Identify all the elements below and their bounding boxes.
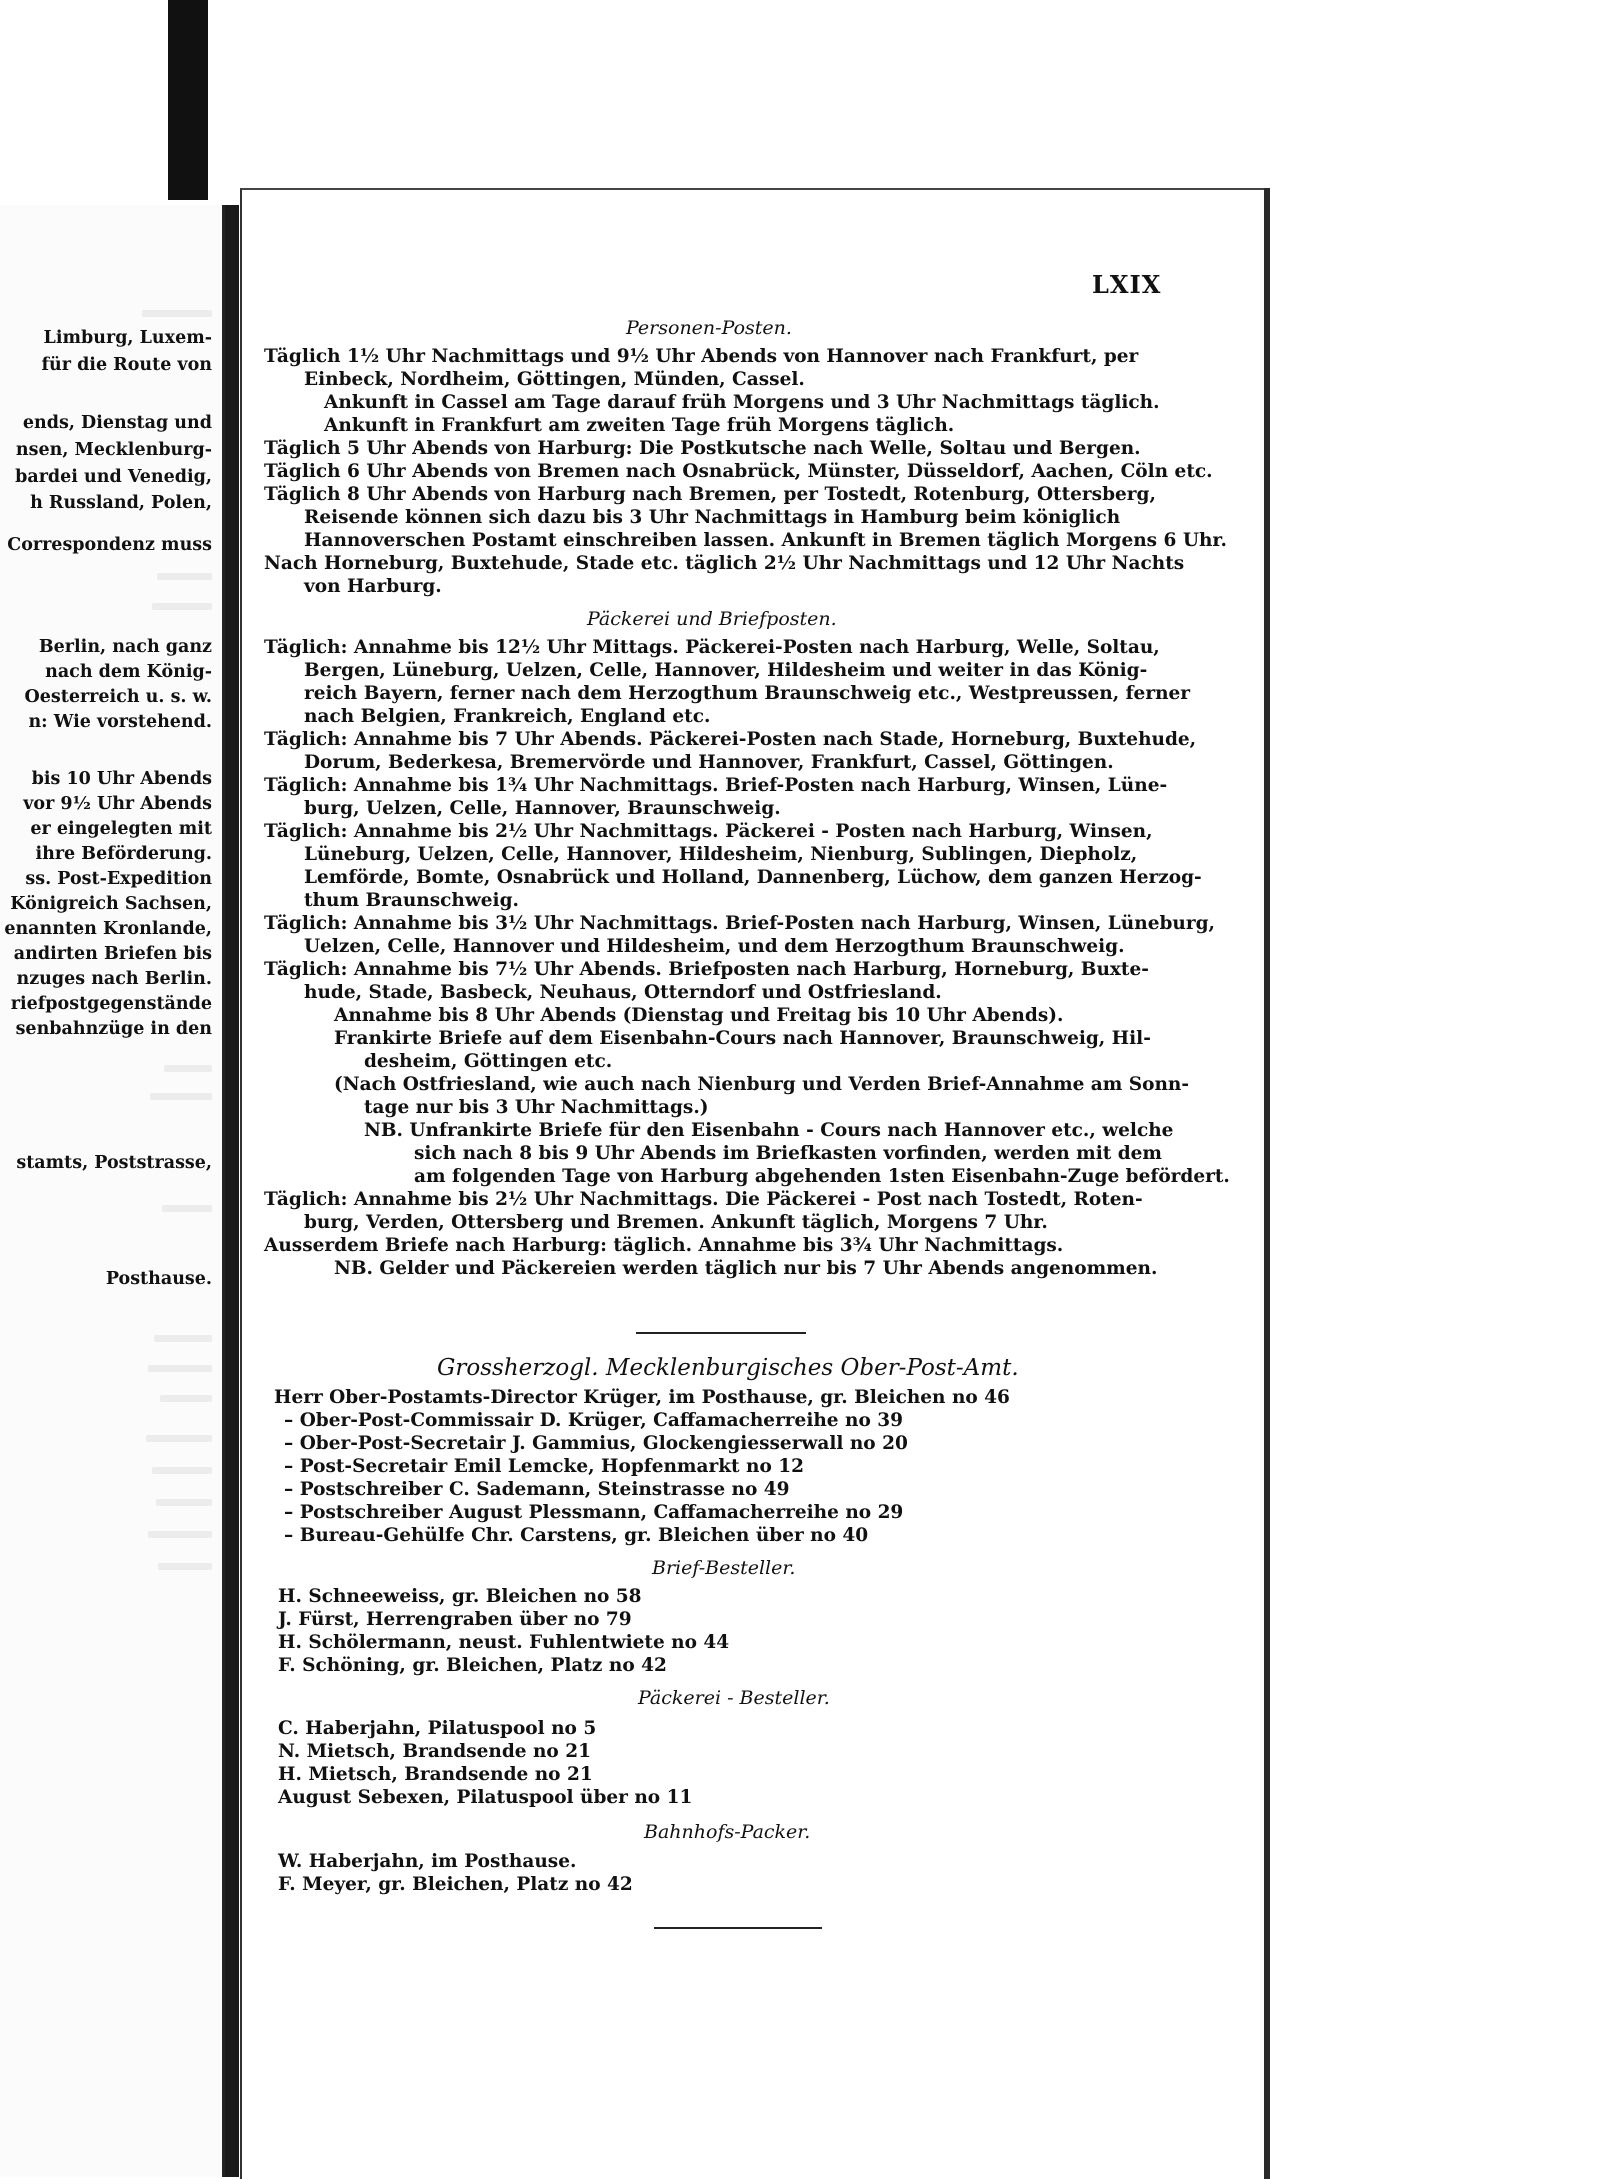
faint-line [162, 1205, 212, 1212]
text-line: NB. Unfrankirte Briefe für den Eisenbahn - Cours nach Hannover etc., welche [364, 1120, 1174, 1141]
left-text-line: ends, Dienstag und [22, 413, 212, 433]
text-line: Nach Horneburg, Buxtehude, Stade etc. täglich 2½ Uhr Nachmittags und 12 Uhr Nachts [264, 553, 1185, 574]
text-line: Täglich: Annahme bis 7 Uhr Abends. Päckerei-Posten nach Stade, Horneburg, Buxtehude, [264, 729, 1197, 750]
text-line: burg, Verden, Ottersberg und Bremen. Ankunft täglich, Morgens 7 Uhr. [304, 1212, 1048, 1233]
section-title-personen: Personen-Posten. [626, 317, 792, 339]
staff-line: H. Mietsch, Brandsende no 21 [278, 1764, 593, 1785]
left-text-line: bardei und Venedig, [15, 467, 212, 487]
text-line: nach Belgien, Frankreich, England etc. [304, 706, 711, 727]
text-line: Annahme bis 8 Uhr Abends (Dienstag und Freitag bis 10 Uhr Abends). [334, 1005, 1064, 1026]
staff-line: F. Meyer, gr. Bleichen, Platz no 42 [278, 1874, 633, 1895]
text-line: Täglich 5 Uhr Abends von Harburg: Die Postkutsche nach Welle, Soltau und Bergen. [264, 438, 1141, 459]
left-text-line: Oesterreich u. s. w. [24, 687, 212, 707]
faint-line [152, 603, 212, 610]
left-text-line: Königreich Sachsen, [10, 894, 212, 914]
text-line: Einbeck, Nordheim, Göttingen, Münden, Cassel. [304, 369, 805, 390]
left-text-line: bis 10 Uhr Abends [31, 769, 212, 789]
page-number: LXIX [1092, 270, 1162, 299]
staff-line: H. Schölermann, neust. Fuhlentwiete no 44 [278, 1632, 730, 1653]
staff-line: N. Mietsch, Brandsende no 21 [278, 1741, 591, 1762]
staff-line: August Sebexen, Pilatuspool über no 11 [278, 1787, 693, 1808]
staff-line: – Ober-Post-Secretair J. Gammius, Glockengiesserwall no 20 [284, 1433, 908, 1454]
text-line: Ankunft in Frankfurt am zweiten Tage früh Morgens täglich. [324, 415, 955, 436]
left-text-line: Posthause. [105, 1269, 212, 1289]
faint-line [157, 573, 212, 580]
text-line: Dorum, Bederkesa, Bremervörde und Hannover, Frankfurt, Cassel, Göttingen. [304, 752, 1114, 773]
text-line: Täglich 8 Uhr Abends von Harburg nach Bremen, per Tostedt, Rotenburg, Ottersberg, [264, 484, 1156, 505]
faint-line [142, 310, 212, 317]
text-line: desheim, Göttingen etc. [364, 1051, 613, 1072]
text-line: Täglich 6 Uhr Abends von Bremen nach Osnabrück, Münster, Düsseldorf, Aachen, Cöln etc. [264, 461, 1213, 482]
faint-line [160, 1395, 212, 1402]
faint-line [148, 1365, 212, 1372]
left-page-fragment [0, 205, 225, 2177]
text-line: Lüneburg, Uelzen, Celle, Hannover, Hildesheim, Nienburg, Sublingen, Diepholz, [304, 844, 1138, 865]
main-page [240, 188, 1264, 2179]
text-line: Bergen, Lüneburg, Uelzen, Celle, Hannover, Hildesheim und weiter in das König- [304, 660, 1148, 681]
left-text-line: Limburg, Luxem- [43, 328, 212, 348]
staff-line: – Postschreiber C. Sademann, Steinstrasse no 49 [284, 1479, 790, 1500]
section-title-paeckerei: Päckerei und Briefposten. [587, 608, 837, 630]
left-text-line: ss. Post-Expedition [25, 869, 212, 889]
left-text-line: stamts, Poststrasse, [16, 1153, 212, 1173]
faint-line [146, 1435, 212, 1442]
staff-line: – Bureau-Gehülfe Chr. Carstens, gr. Bleichen über no 40 [284, 1525, 869, 1546]
left-text-line: er eingelegten mit [30, 819, 212, 839]
text-line: (Nach Ostfriesland, wie auch nach Nienburg und Verden Brief-Annahme am Sonn- [334, 1074, 1190, 1095]
text-line: NB. Gelder und Päckereien werden täglich nur bis 7 Uhr Abends angenommen. [334, 1258, 1158, 1279]
left-text-line: andirten Briefen bis [13, 944, 212, 964]
section-rule [636, 1332, 806, 1334]
text-line: Lemförde, Bomte, Osnabrück und Holland, Dannenberg, Lüchow, dem ganzen Herzog- [304, 867, 1202, 888]
text-line: Täglich: Annahme bis 7½ Uhr Abends. Briefposten nach Harburg, Horneburg, Buxte- [264, 959, 1149, 980]
left-text-line: für die Route von [41, 355, 212, 375]
staff-line: W. Haberjahn, im Posthause. [278, 1851, 577, 1872]
faint-line [150, 1093, 212, 1100]
staff-line: F. Schöning, gr. Bleichen, Platz no 42 [278, 1655, 667, 1676]
text-line: Täglich: Annahme bis 2½ Uhr Nachmittags. Die Päckerei - Post nach Tostedt, Roten- [264, 1189, 1143, 1210]
text-line: Täglich: Annahme bis 1¾ Uhr Nachmittags. Brief-Posten nach Harburg, Winsen, Lüne- [264, 775, 1168, 796]
text-line: Täglich: Annahme bis 12½ Uhr Mittags. Päckerei-Posten nach Harburg, Welle, Soltau, [264, 637, 1160, 658]
faint-line [156, 1499, 212, 1506]
left-text-line: riefpostgegenstände [10, 994, 212, 1014]
text-line: thum Braunschweig. [304, 890, 519, 911]
text-line: Hannoverschen Postamt einschreiben lassen. Ankunft in Bremen täglich Morgens 6 Uhr. [304, 530, 1227, 551]
staff-line: C. Haberjahn, Pilatuspool no 5 [278, 1718, 597, 1739]
staff-line: – Ober-Post-Commissair D. Krüger, Caffamacherreihe no 39 [284, 1410, 903, 1431]
text-line: Ausserdem Briefe nach Harburg: täglich. Annahme bis 3¾ Uhr Nachmittags. [264, 1235, 1064, 1256]
text-line: Ankunft in Cassel am Tage darauf früh Morgens und 3 Uhr Nachmittags täglich. [324, 392, 1160, 413]
staff-line: H. Schneeweiss, gr. Bleichen no 58 [278, 1586, 642, 1607]
faint-line [152, 1467, 212, 1474]
faint-line [158, 1563, 212, 1570]
left-text-line: vor 9½ Uhr Abends [23, 794, 212, 814]
section-rule [654, 1927, 822, 1929]
book-spine-shadow [168, 0, 208, 200]
faint-line [154, 1335, 212, 1342]
left-text-line: enannten Kronlande, [4, 919, 212, 939]
office-title: Grossherzogl. Mecklenburgisches Ober-Post-Amt. [437, 1355, 1019, 1381]
text-line: Frankirte Briefe auf dem Eisenbahn-Cours nach Hannover, Braunschweig, Hil- [334, 1028, 1151, 1049]
text-line: Uelzen, Celle, Hannover und Hildesheim, und dem Herzogthum Braunschweig. [304, 936, 1125, 957]
text-line: Täglich: Annahme bis 2½ Uhr Nachmittags. Päckerei - Posten nach Harburg, Winsen, [264, 821, 1153, 842]
page-gutter [225, 205, 239, 2177]
left-text-line: nsen, Mecklenburg- [15, 440, 212, 460]
left-text-line: senbahnzüge in den [15, 1019, 212, 1039]
text-line: sich nach 8 bis 9 Uhr Abends im Briefkasten vorfinden, werden mit dem [414, 1143, 1163, 1164]
text-line: Reisende können sich dazu bis 3 Uhr Nachmittags in Hamburg beim königlich [304, 507, 1121, 528]
section-title-bahnhof-packer: Bahnhofs-Packer. [644, 1821, 811, 1843]
left-text-line: Berlin, nach ganz [38, 637, 212, 657]
left-text-line: n: Wie vorstehend. [28, 712, 212, 732]
staff-line: – Post-Secretair Emil Lemcke, Hopfenmarkt no 12 [284, 1456, 805, 1477]
left-text-line: ihre Beförderung. [35, 844, 212, 864]
text-line: burg, Uelzen, Celle, Hannover, Braunschweig. [304, 798, 781, 819]
faint-line [148, 1531, 212, 1538]
section-title-brief-besteller: Brief-Besteller. [652, 1557, 796, 1579]
text-line: hude, Stade, Basbeck, Neuhaus, Otterndorf und Ostfriesland. [304, 982, 942, 1003]
text-line: reich Bayern, ferner nach dem Herzogthum Braunschweig etc., Westpreussen, ferner [304, 683, 1191, 704]
text-line: Täglich 1½ Uhr Nachmittags und 9½ Uhr Abends von Hannover nach Frankfurt, per [264, 346, 1139, 367]
staff-line: – Postschreiber August Plessmann, Caffamacherreihe no 29 [284, 1502, 904, 1523]
text-line: von Harburg. [304, 576, 442, 597]
left-text-line: nach dem König- [45, 662, 212, 682]
staff-line: Herr Ober-Postamts-Director Krüger, im Posthause, gr. Bleichen no 46 [274, 1387, 1010, 1408]
text-line: tage nur bis 3 Uhr Nachmittags.) [364, 1097, 709, 1118]
text-line: am folgenden Tage von Harburg abgehenden 1sten Eisenbahn-Zuge befördert. [414, 1166, 1230, 1187]
staff-line: J. Fürst, Herrengraben über no 79 [278, 1609, 632, 1630]
left-text-line: h Russland, Polen, [30, 493, 212, 513]
left-text-line: Correspondenz muss [7, 535, 212, 555]
text-line: Täglich: Annahme bis 3½ Uhr Nachmittags. Brief-Posten nach Harburg, Winsen, Lüneburg, [264, 913, 1215, 934]
faint-line [164, 1065, 212, 1072]
left-text-line: nzuges nach Berlin. [16, 969, 212, 989]
section-title-paeckerei-besteller: Päckerei - Besteller. [638, 1687, 830, 1709]
